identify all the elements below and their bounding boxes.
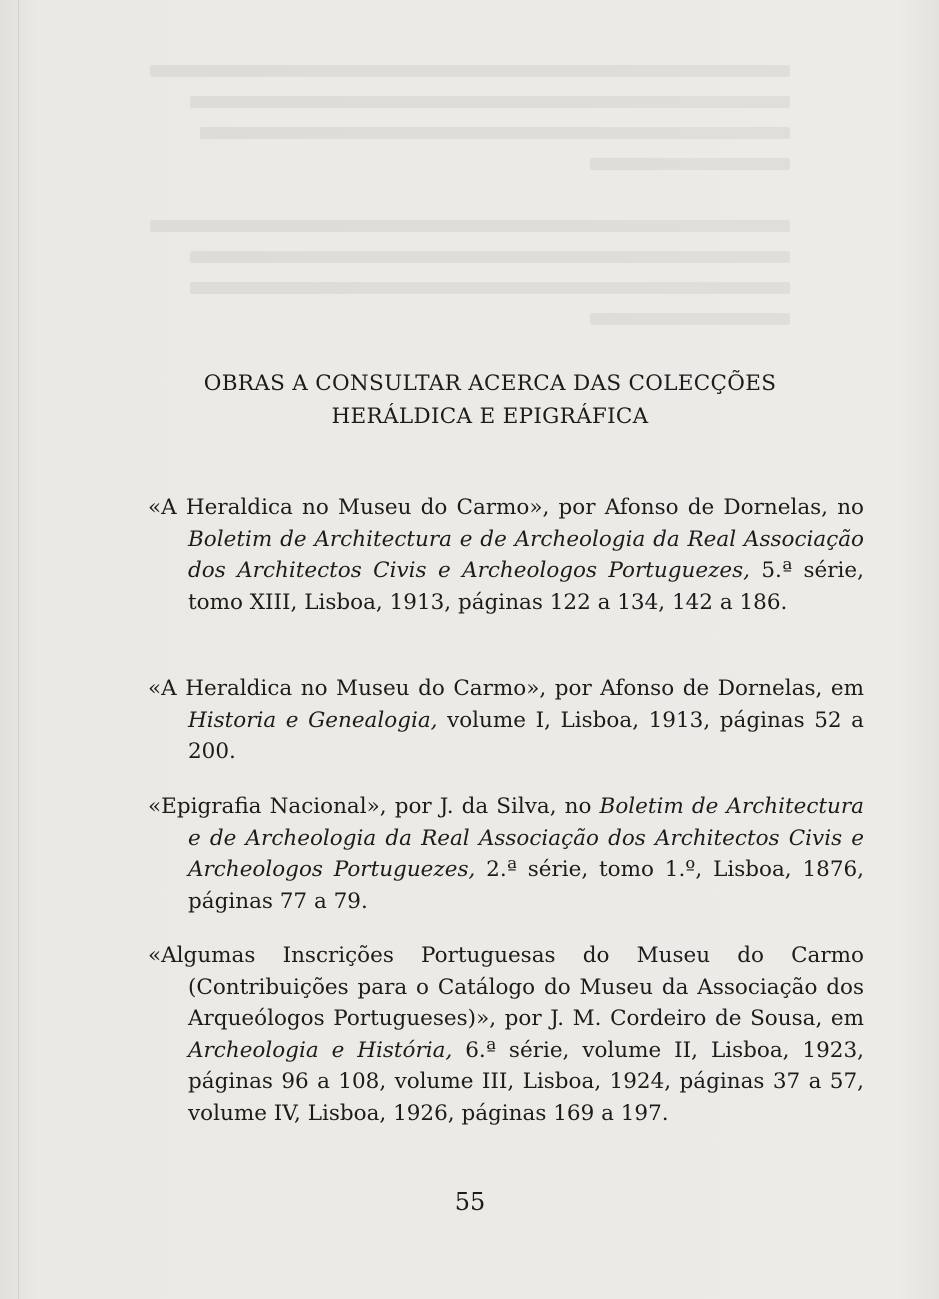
bibliography-entry	[148, 673, 864, 768]
entry-publication-title: Boletim de Architectura e de Archeologia da Real Associação dos Architectos Civis e Archeologos Portuguezes,	[188, 526, 864, 583]
bibliography-entry	[148, 791, 864, 917]
entry-text: «Algumas Inscrições Portuguesas do Museu do Carmo (Contribuições para o Catálogo do Museu da Associação dos Arqueólogos Portugueses)», por J. M. Cordeiro de Sousa, em	[148, 943, 864, 1031]
entry-text: 6.ª série, volume II, Lisboa, 1923, páginas 96 a 108, volume III, Lisboa, 1924, páginas 37 a 57, volume IV, Lisboa, 1926, páginas 169 a 197.	[188, 1037, 864, 1126]
bibliography-entry	[148, 492, 864, 618]
entry-publication-title: Boletim de Architectura e de Archeologia da Real Associação dos Architectos Civis e Archeologos Portuguezes,	[188, 794, 864, 882]
entry-text: 2.ª série, tomo 1.º, Lisboa, 1876, páginas 77 a 79.	[188, 857, 865, 914]
page-edge-line	[18, 0, 19, 1299]
entry-text: «Epigrafia Nacional», por J. da Silva, no	[148, 794, 600, 819]
entry-text: «A Heraldica no Museu do Carmo», por Afonso de Dornelas, em	[148, 676, 864, 701]
entry-publication-title: Historia e Genealogia,	[188, 707, 438, 733]
entry-text: volume I, Lisboa, 1913, páginas 52 a 200.	[188, 707, 864, 764]
entry-text: «A Heraldica no Museu do Carmo», por Afonso de Dornelas, no	[148, 495, 864, 520]
show-through-text	[130, 55, 810, 375]
entry-text: 5.ª série, tomo XIII, Lisboa, 1913, páginas 122 a 134, 142 a 186.	[188, 558, 864, 615]
section-heading-line-2: HERÁLDICA E EPIGRÁFICA	[331, 404, 649, 429]
page-number: 55	[454, 1188, 486, 1216]
section-heading-line-1: OBRAS A CONSULTAR ACERCA DAS COLECÇÕES	[203, 371, 777, 396]
bibliography-entry	[148, 940, 864, 1129]
entry-publication-title: Archeologia e História,	[188, 1037, 453, 1063]
